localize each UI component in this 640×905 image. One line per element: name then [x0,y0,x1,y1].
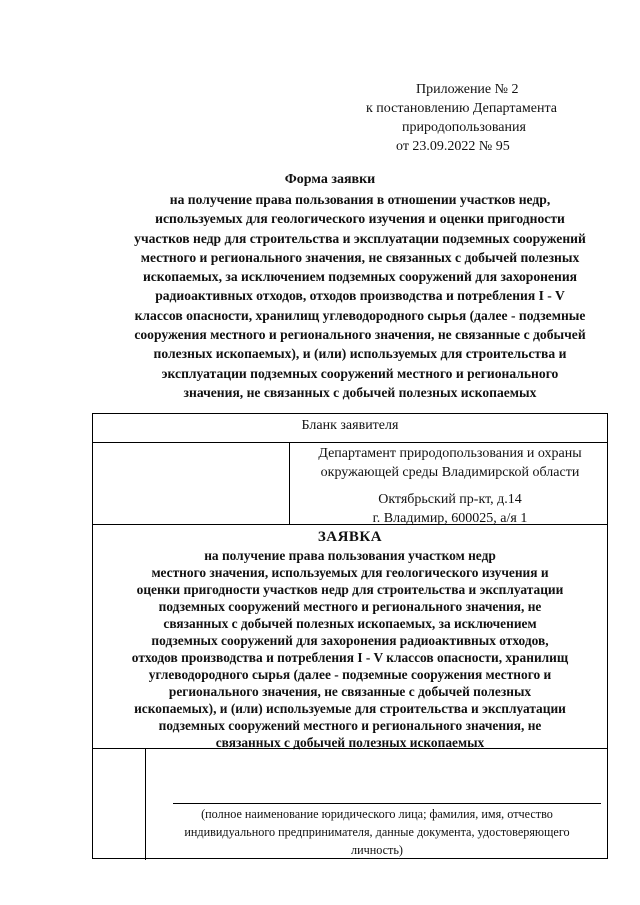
application-description-line: отходов производства и потребления I - V классов опасности, хранилищ [131,650,569,665]
application-description-line: оценки пригодности участков недр для строительства и эксплуатации [136,582,564,597]
recipient-department: окружающей среды Владимирской области [320,465,580,480]
form-heading-line: значения, не связанных с добычей полезных ископаемых [183,384,537,400]
appendix-number: Приложение № 2 [416,82,519,97]
application-form-table [92,413,608,859]
caption-line: личность) [350,843,403,857]
caption-line: (полное наименование юридического лица; фамилия, имя, отчество [201,807,553,821]
form-heading-line: радиоактивных отходов, отходов производства и потребления I - V [155,288,565,304]
application-description-line: углеводородного сырья (далее - подземные сооружения местного и [148,667,552,682]
application-description-line: на получение права пользования участком недр [204,548,496,563]
recipient-department: Департамент природопользования и охраны [318,446,582,461]
table-divider [145,748,146,860]
table-divider [93,748,607,749]
recipient-address: Октябрьский пр-кт, д.14 [378,492,522,507]
table-divider [93,524,607,525]
applicant-name-line [173,803,601,804]
application-description-line: подземных сооружений для захоронения радиоактивных отходов, [151,633,549,648]
appendix-block [360,80,600,156]
application-description [93,547,607,751]
form-heading-line: сооружения местного и регионального значения, не связанные с добычей [134,327,586,343]
form-heading [90,190,630,402]
appendix-resolution: к постановлению Департамента [366,101,557,116]
form-heading-line: на получение права пользования в отношении участков недр, [169,192,551,207]
caption-line: индивидуального предпринимателя, данные документа, удостоверяющего [184,825,570,839]
application-description-line: местного значения, используемых для геологического изучения и [151,565,549,580]
form-heading-line: местного и регионального значения, не связанных с добычей полезных [140,249,580,265]
form-heading-line: эксплуатации подземных сооружений местного и регионального [161,365,559,381]
application-description-line: регионального значения, не связанные с добычей полезных [168,684,532,699]
application-description-line: связанных с добычей полезных ископаемых [215,735,485,750]
recipient-address: г. Владимир, 600025, а/я 1 [372,511,528,526]
application-description-line: подземных сооружений местного и регионального значения, не [158,718,542,733]
application-description-line: связанных с добычей полезных ископаемых, за исключением [163,616,537,631]
application-description-line: подземных сооружений местного и регионального значения, не [158,599,542,614]
application-description-line: ископаемых), и (или) используемые для строительства и эксплуатации [134,701,566,716]
form-heading-line: участков недр для строительства и эксплуатации подземных сооружений [134,230,586,246]
form-heading-line: ископаемых, за исключением подземных сооружений для захоронения [142,269,578,285]
appendix-department: природопользования [402,120,526,135]
applicant-letterhead-label: Бланк заявителя [301,418,399,433]
form-heading-line: классов опасности, хранилищ углеводородного сырья (далее - подземные [134,307,586,323]
recipient-block [293,444,607,528]
table-divider [93,442,607,443]
appendix-date-number: от 23.09.2022 № 95 [396,139,510,154]
application-title: ЗАЯВКА [317,529,383,545]
table-divider [289,442,290,524]
form-heading-line: используемых для геологического изучения и оценки пригодности [155,211,565,227]
form-heading-line: полезных ископаемых), и (или) используемых для строительства и [153,346,567,362]
applicant-name-caption [147,805,607,859]
form-title: Форма заявки [284,172,376,187]
